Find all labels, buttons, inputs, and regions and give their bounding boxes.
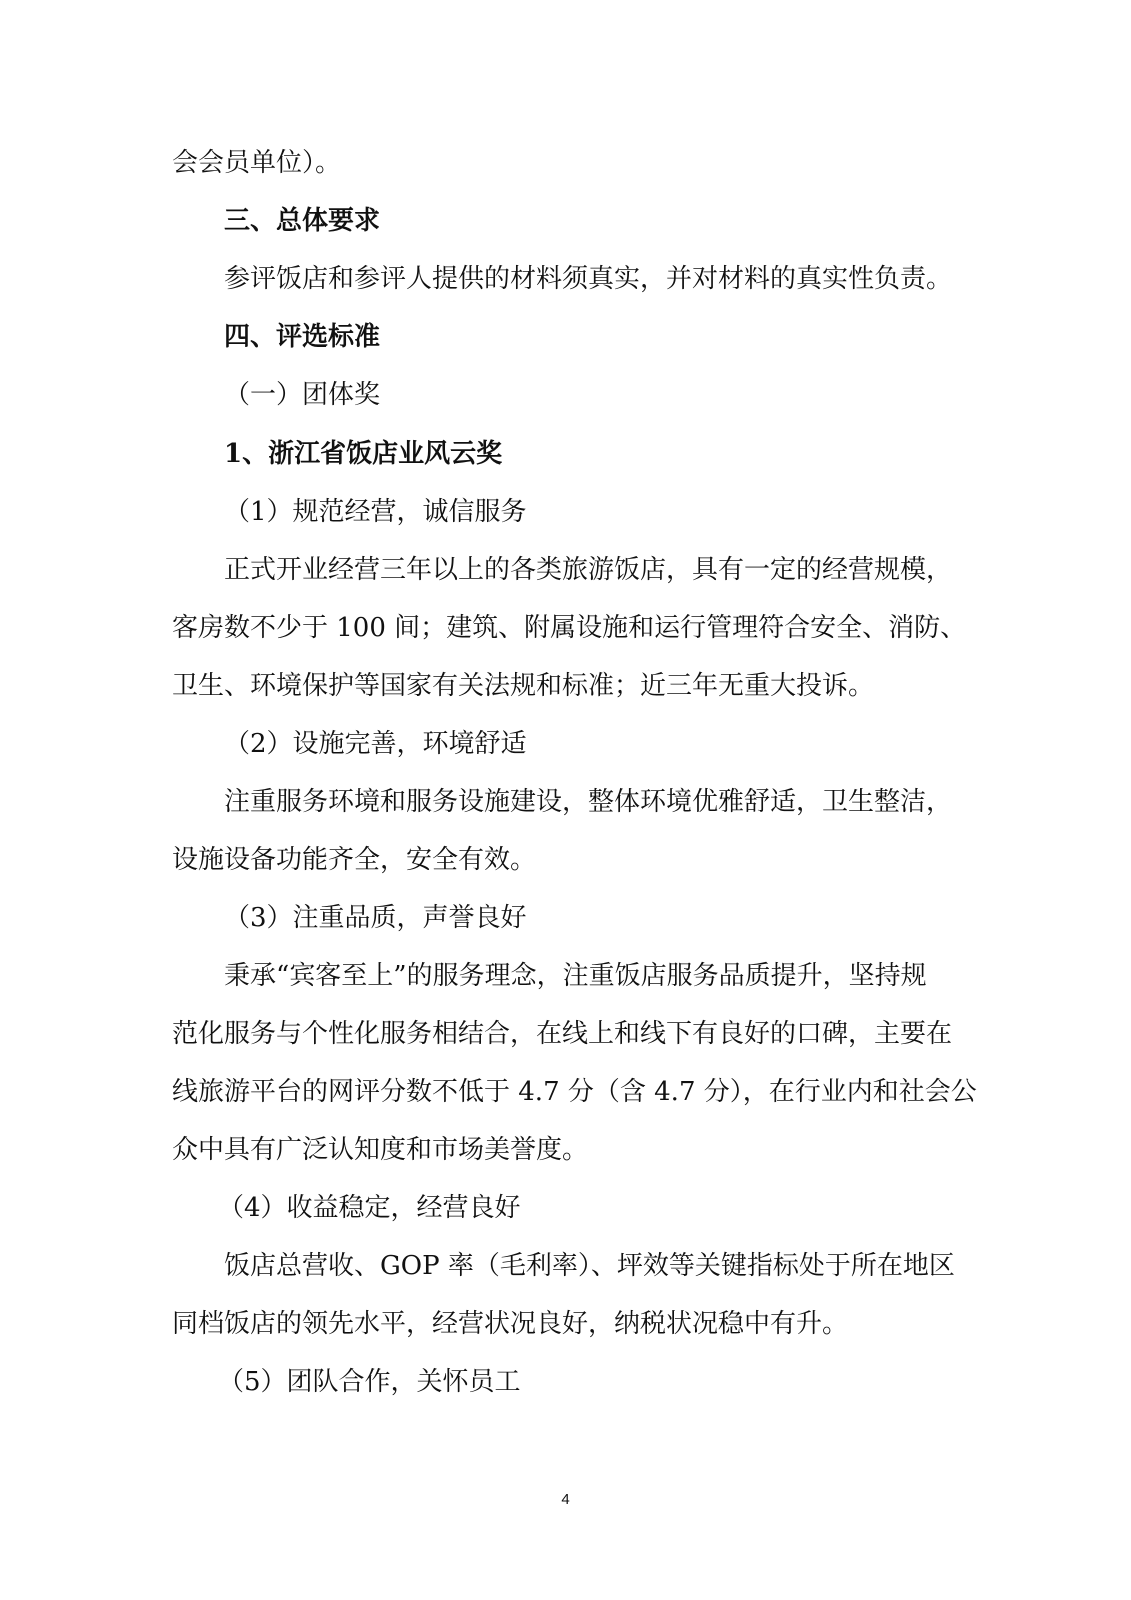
page-number: 4: [561, 1491, 570, 1508]
text-line-continuation: 会会员单位）。: [172, 148, 342, 178]
criterion-heading-5: （5）团队合作，关怀员工: [218, 1367, 521, 1397]
paragraph-line: 客房数不少于 100 间；建筑、附属设施和运行管理符合安全、消防、: [172, 613, 967, 643]
paragraph-line: 秉承“宾客至上”的服务理念，注重饭店服务品质提升，坚持规: [224, 961, 927, 991]
paragraph-line: 同档饭店的领先水平，经营状况良好，纳税状况稳中有升。: [172, 1309, 849, 1339]
section-heading-selection-criteria: 四、评选标准: [224, 322, 381, 352]
paragraph-line: 饭店总营收、GOP 率（毛利率）、坪效等关键指标处于所在地区: [224, 1251, 955, 1281]
paragraph-line: 注重服务环境和服务设施建设，整体环境优雅舒适，卫生整洁，: [224, 787, 953, 817]
criterion-heading-1: （1）规范经营，诚信服务: [224, 497, 527, 527]
criterion-heading-3: （3）注重品质，声誉良好: [224, 903, 527, 933]
criterion-heading-2: （2）设施完善，环境舒适: [224, 729, 527, 759]
paragraph-line: 参评饭店和参评人提供的材料须真实，并对材料的真实性负责。: [224, 264, 953, 294]
subsection-heading-group-award: （一）团体奖: [224, 380, 381, 410]
criterion-heading-4: （4）收益稳定，经营良好: [218, 1193, 521, 1223]
paragraph-line: 卫生、环境保护等国家有关法规和标准；近三年无重大投诉。: [172, 671, 875, 701]
paragraph-line: 范化服务与个性化服务相结合，在线上和线下有良好的口碑，主要在: [172, 1019, 953, 1049]
paragraph-line: 设施设备功能齐全，安全有效。: [172, 845, 537, 875]
paragraph-line: 众中具有广泛认知度和市场美誉度。: [172, 1135, 589, 1165]
paragraph-line: 线旅游平台的网评分数不低于 4.7 分（含 4.7 分），在行业内和社会公: [172, 1077, 977, 1107]
paragraph-line: 正式开业经营三年以上的各类旅游饭店，具有一定的经营规模，: [224, 555, 953, 585]
section-heading-general-requirements: 三、总体要求: [224, 206, 381, 236]
award-heading-zhejiang-hotel-award: 1、浙江省饭店业风云奖: [224, 439, 503, 469]
